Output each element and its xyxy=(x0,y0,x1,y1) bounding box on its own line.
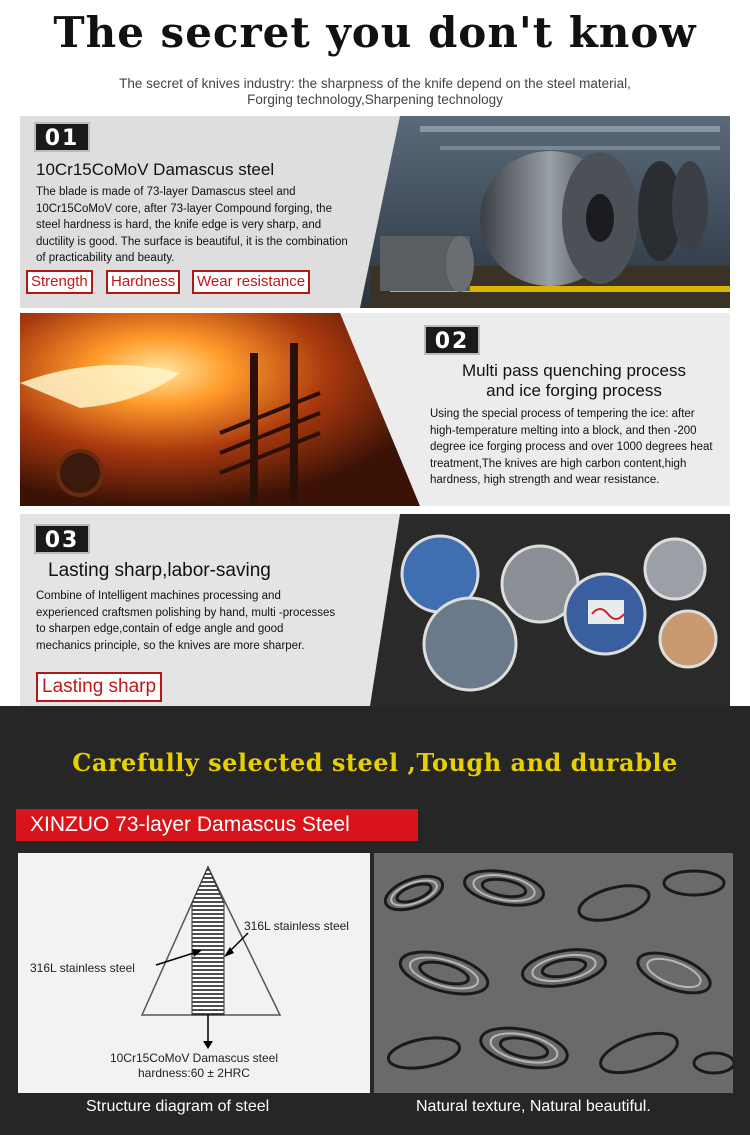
section-01-number: 01 xyxy=(34,122,90,152)
core-label xyxy=(18,1051,370,1081)
section-03-body: Combine of Intelligent machines processing and experienced craftsmen polishing by hand, multi -processes to sharpen edge,contain of edge angle and good mechanics principle, so the knives are more sharper. xyxy=(36,590,336,652)
label-outer-left: 316L stainless steel xyxy=(30,961,135,975)
caption-texture: Natural texture, Natural beautiful. xyxy=(416,1098,651,1115)
tag-strength: Strength xyxy=(26,270,93,294)
section-02-title-line-2: and ice forging process xyxy=(486,381,662,400)
damascus-pattern xyxy=(374,853,733,1093)
damascus-texture-photo xyxy=(374,853,733,1093)
section-02-number: 02 xyxy=(424,325,480,355)
section-03-title: Lasting sharp,labor-saving xyxy=(48,560,271,581)
section-03-number: 03 xyxy=(34,524,90,554)
section-02-body: Using the special process of tempering the ice: after high-temperature melting into a block, and then -200 degree ice forging process and over 1000 degrees heat treatment,The knives are high carbon content,high hardness, high strength and wear resistance. xyxy=(430,408,713,486)
section-02-title xyxy=(424,361,724,401)
forging-furnace-photo xyxy=(20,313,420,506)
subtitle-line-1: The secret of knives industry: the sharpness of the knife depend on the steel material, xyxy=(119,76,631,91)
section-02-title-line-1: Multi pass quenching process xyxy=(462,361,686,380)
steel-banner: Carefully selected steel ,Tough and durable xyxy=(72,748,678,777)
label-core: 10Cr15CoMoV Damascus steel xyxy=(109,1051,279,1065)
tag-lasting-sharp: Lasting sharp xyxy=(36,672,162,702)
section-01-body: The blade is made of 73-layer Damascus steel and 10Cr15CoMoV core, after 73-layer Compound forging, the steel hardness is hard, the knife edge is very sharp, and ductility is good. The surface is beautiful, it is the combination of practicability and beauty. xyxy=(36,186,348,264)
page-subtitle xyxy=(20,76,730,108)
machines-collage xyxy=(370,514,730,706)
label-hardness: hardness:60 ± 2HRC xyxy=(138,1066,250,1080)
structure-diagram xyxy=(18,853,370,1093)
section-02-panel xyxy=(20,313,730,506)
steel-coils-photo xyxy=(360,116,730,308)
page-title: The secret you don't know xyxy=(53,8,697,57)
section-03-panel xyxy=(20,514,730,706)
section-01-title: 10Cr15CoMoV Damascus steel xyxy=(36,160,275,179)
section-01-panel xyxy=(20,116,730,308)
tag-wear-resistance: Wear resistance xyxy=(192,270,310,294)
steel-label: XINZUO 73-layer Damascus Steel xyxy=(16,809,418,841)
subtitle-line-2: Forging technology,Sharpening technology xyxy=(247,92,503,107)
caption-structure: Structure diagram of steel xyxy=(86,1098,270,1115)
label-outer-right: 316L stainless steel xyxy=(244,919,349,933)
tag-hardness: Hardness xyxy=(106,270,180,294)
